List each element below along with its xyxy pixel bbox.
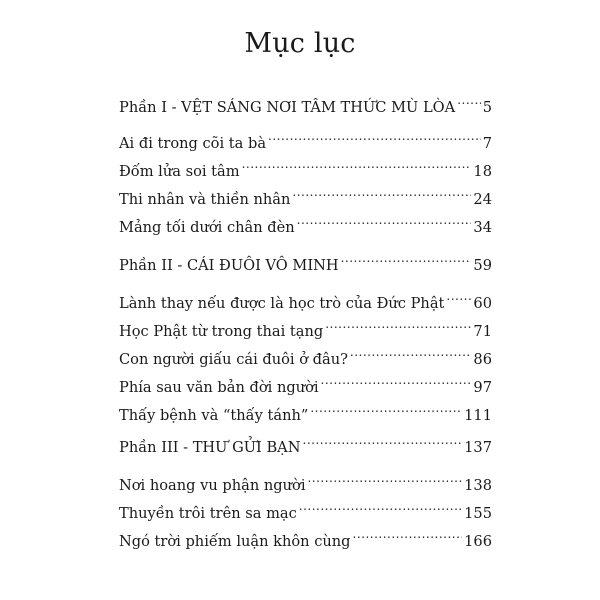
dot-leader [350,340,472,364]
toc-entry[interactable] [119,396,492,424]
toc-entry[interactable] [119,312,492,340]
page-title: Mục lục [244,28,356,59]
toc-entry[interactable] [119,494,492,522]
toc-page-number: 18 [473,163,492,180]
toc-entry-title: Phía sau văn bản đời người [119,379,319,396]
toc-entry-title: Đốm lửa soi tâm [119,163,240,180]
toc-page-number: 137 [464,439,492,456]
dot-leader [268,124,481,148]
toc-entry-title: Học Phật từ trong thai tạng [119,323,324,340]
toc-entry-title: Nơi hoang vu phận người [119,477,306,494]
dot-leader [307,466,462,490]
dot-leader [325,312,471,336]
toc-entry-title: Ai đi trong cõi ta bà [119,135,267,152]
toc-page-number: 71 [473,323,492,340]
toc-entry[interactable] [119,466,492,494]
toc-page-number: 7 [482,135,492,152]
dot-leader [292,180,471,204]
toc-section-title: Phần I - VỆT SÁNG NƠI TÂM THỨC MÙ LÒA [119,99,456,116]
dot-leader [341,246,472,270]
toc-section-title: Phần II - CÁI ĐUÔI VÔ MINH [119,257,339,274]
toc-page-number: 166 [464,533,492,550]
dot-leader [353,522,463,546]
toc-page-number: 5 [482,99,492,116]
toc-page-number: 60 [473,295,492,312]
toc-section-1[interactable] [119,88,492,116]
toc-page-number: 155 [464,505,492,522]
toc-section-3[interactable] [119,428,492,456]
toc-page-number: 138 [464,477,492,494]
toc-section-title: Phần III - THƯ GỬI BẠN [119,439,301,456]
toc-entry[interactable] [119,208,492,236]
toc-entry[interactable] [119,124,492,152]
toc-entry-title: Mảng tối dưới chân đèn [119,219,295,236]
toc-entry-title: Thấy bệnh và “thấy tánh” [119,407,309,424]
toc-entry-title: Lành thay nếu được là học trò của Đức Phật [119,295,445,312]
toc-page-number: 34 [473,219,492,236]
toc-page-number: 97 [473,379,492,396]
toc-section-2[interactable] [119,246,492,274]
dot-leader [303,428,463,452]
toc-entry[interactable] [119,284,492,312]
toc-page-number: 59 [473,257,492,274]
toc-entry[interactable] [119,180,492,208]
dot-leader [310,396,462,420]
toc-entry-title: Thuyền trôi trên sa mạc [119,505,297,522]
toc-entry-title: Thi nhân và thiền nhân [119,191,291,208]
dot-leader [242,152,472,176]
dot-leader [457,88,481,112]
toc-page-number: 86 [473,351,492,368]
toc-entry-title: Ngó trời phiếm luận khôn cùng [119,533,351,550]
dot-leader [446,284,471,308]
toc-page-number: 24 [473,191,492,208]
toc-entry[interactable] [119,152,492,180]
dot-leader [299,494,462,518]
toc-entry[interactable] [119,340,492,368]
toc-page-number: 111 [464,407,492,424]
toc-entry[interactable] [119,368,492,396]
dot-leader [321,368,472,392]
dot-leader [297,208,472,232]
toc-entry-title: Con người giấu cái đuôi ở đâu? [119,351,348,368]
toc-entry[interactable] [119,522,492,550]
